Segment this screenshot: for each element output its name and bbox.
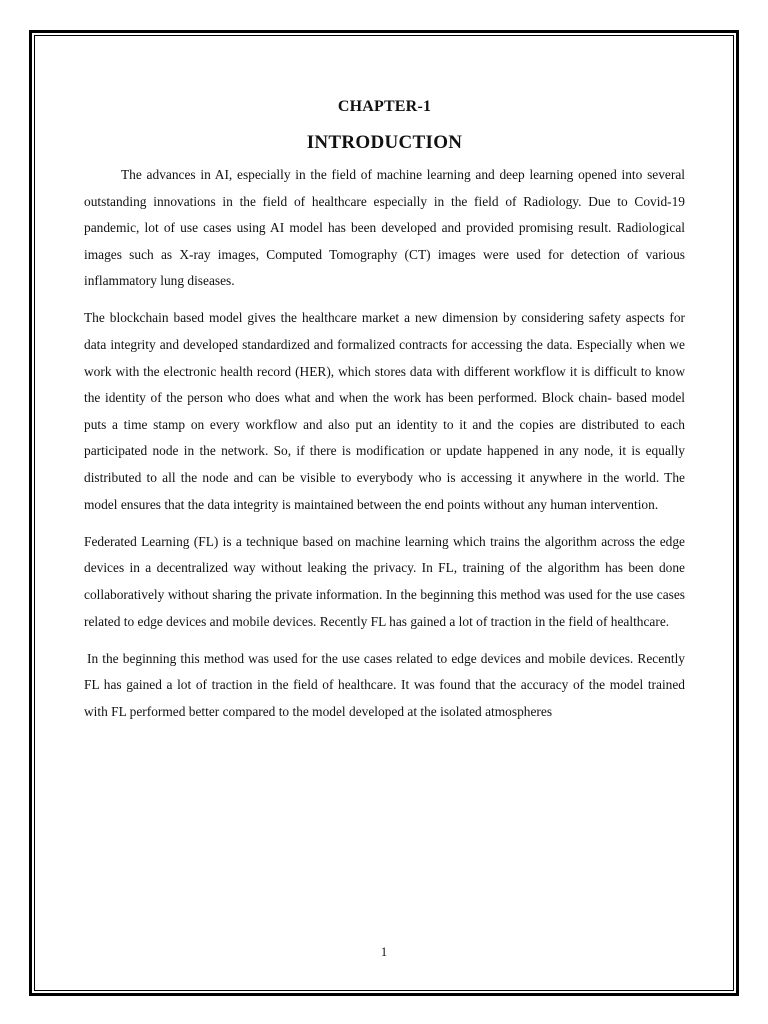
paragraph-fl-accuracy: In the beginning this method was used for the use cases related to edge devices and mobile devices. Recently FL has gained a lot of traction in the field of healthcare. It was found that the accuracy of the model trained with FL performed better compared to the model developed at the isolated atmospheres — [84, 650, 685, 719]
paragraph-ai-radiology: The advances in AI, especially in the field of machine learning and deep learning opened into several outstanding innovations in the field of healthcare especially in the field of Radiology. Due to Covid-19 pandemic, lot of use cases using AI model has been developed and provided promising result. Radiological images such as X-ray images, Computed Tomography (CT) images were used for detection of various inflammatory lung diseases. — [84, 167, 685, 289]
paragraph-federated-learning: Federated Learning (FL) is a technique based on machine learning which trains the algorithm across the edge devices in a decentralized way without leaking the privacy. In FL, training of the algorithm has been done collaboratively without sharing the private information. In the beginning this method was used for the use cases related to edge devices and mobile devices. Recently FL has gained a lot of traction in the field of healthcare. — [84, 533, 685, 629]
page-content — [84, 96, 685, 736]
page-number: 1 — [380, 945, 388, 959]
page-title: INTRODUCTION — [306, 132, 463, 153]
chapter-label: CHAPTER-1 — [337, 98, 432, 115]
paragraph-blockchain: The blockchain based model gives the healthcare market a new dimension by considering safety aspects for data integrity and developed standardized and formalized contracts for accessing the data. Especially when we work with the electronic health record (HER), which stores data with different workflow it is difficult to know the identity of the person who does what and when the work has been performed. Block chain- based model puts a time stamp on every workflow and also put an identity to it and the copies are distributed to each participated node in the network. So, if there is modification or update happened in any node, it is equally distributed to all the node and can be visible to everybody who is accessing it anywhere in the world. The model ensures that the data integrity is maintained between the end points without any human intervention. — [84, 310, 685, 512]
